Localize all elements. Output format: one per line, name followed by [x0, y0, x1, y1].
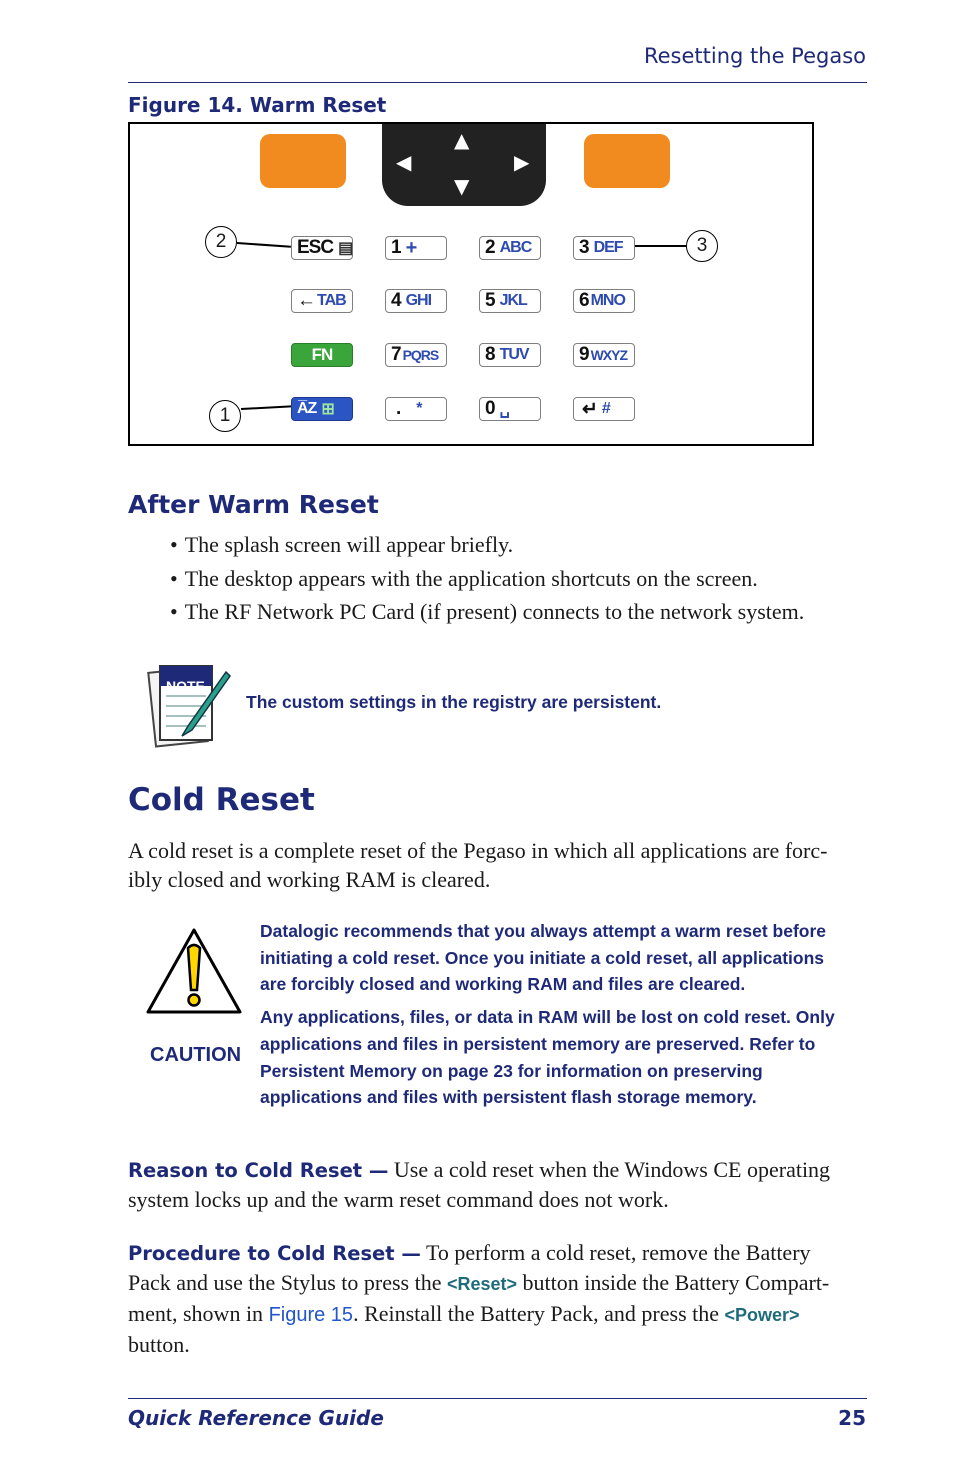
- key-dot: . *: [385, 397, 447, 421]
- key-6: 6 MNO: [573, 289, 635, 313]
- callout-3: 3: [686, 230, 718, 262]
- callout-3-leader: [635, 245, 686, 247]
- left-softkey: [260, 134, 346, 188]
- footer-rule: [128, 1398, 867, 1399]
- callout-2-leader: [237, 242, 291, 247]
- callout-1: 1: [209, 400, 241, 432]
- header-rule: [128, 82, 867, 83]
- caution-icon: [144, 926, 244, 1016]
- power-button-name: <Power>: [724, 1305, 800, 1325]
- right-softkey: [584, 134, 670, 188]
- alpha-key: A̅Z ⊞: [291, 397, 353, 421]
- arrow-right-icon: ▶: [514, 150, 530, 174]
- list-item: • The splash screen will appear briefly.: [170, 528, 804, 562]
- note-icon-label: NOTE: [166, 678, 205, 694]
- arrow-down-icon: ▼: [454, 174, 470, 198]
- caution-paragraph: Any applications, files, or data in RAM will be lost on cold reset. Only applications and files in persistent memory are preserved. Refer to Persistent Memory on page 23 for information on preserving applications and files with persistent flash storage memory.: [260, 1007, 835, 1108]
- caution-label: CAUTION: [150, 1044, 242, 1066]
- note-text: The custom settings in the registry are persistent.: [246, 692, 662, 712]
- caution-paragraph: Datalogic recommends that you always attempt a warm reset before initiating a cold reset. Once you initiate a cold reset, all applications are forcibly closed and working RAM and files are cleared.: [260, 921, 827, 995]
- callout-1-leader: [241, 405, 291, 409]
- esc-key: ESC ▤: [291, 236, 353, 260]
- reason-lead: Reason to Cold Reset —: [128, 1159, 389, 1182]
- key-4: 4 GHI: [385, 289, 447, 313]
- cold-reset-heading: Cold Reset: [128, 782, 315, 818]
- cold-reset-intro: A cold reset is a complete reset of the Pegaso in which all applications are forc- ibly closed and working RAM is cleared.: [128, 838, 828, 892]
- key-5: 5 JKL: [479, 289, 541, 313]
- nav-pad: [382, 124, 546, 206]
- note-icon: [144, 660, 232, 748]
- key-8: 8 TUV: [479, 343, 541, 367]
- after-warm-reset-heading: After Warm Reset: [128, 490, 379, 519]
- callout-2: 2: [205, 226, 237, 258]
- key-0: 0 ␣: [479, 397, 541, 421]
- key-7: 7 PQRS: [385, 343, 447, 367]
- reason-paragraph: Reason to Cold Reset — Use a cold reset when the Windows CE operating system locks up and the warm reset command does not work.: [128, 1157, 831, 1212]
- tab-key: ← TAB: [291, 289, 353, 313]
- arrow-left-icon: ◀: [396, 150, 412, 174]
- list-item: • The desktop appears with the application shortcuts on the screen.: [170, 562, 804, 596]
- footer-title: Quick Reference Guide: [128, 1406, 384, 1430]
- key-1: 1 +: [385, 236, 447, 260]
- running-header: Resetting the Pegaso: [643, 44, 866, 68]
- arrow-up-icon: ▲: [454, 128, 470, 152]
- list-item: • The RF Network PC Card (if present) connects to the network system.: [170, 595, 804, 629]
- page-number: 25: [838, 1406, 866, 1430]
- figure-caption: Figure 14. Warm Reset: [128, 93, 387, 117]
- after-warm-reset-list: [170, 528, 804, 629]
- keypad-figure: [128, 122, 814, 446]
- procedure-paragraph: Procedure to Cold Reset — To perform a cold reset, remove the Battery Pack and use the Stylus to press the <Reset> button inside the Battery Compart- ment, shown in Figure 15. Reinstall the Battery Pack, and press the <Power> button.: [128, 1240, 830, 1357]
- figure-15-link[interactable]: Figure 15: [268, 1304, 354, 1326]
- reset-button-name: <Reset>: [446, 1274, 518, 1294]
- key-3: 3 DEF: [573, 236, 635, 260]
- key-2: 2 ABC: [479, 236, 541, 260]
- procedure-lead: Procedure to Cold Reset —: [128, 1242, 421, 1265]
- fn-key: FN: [291, 343, 353, 367]
- enter-key: ↵ #: [573, 397, 635, 421]
- key-9: 9 WXYZ: [573, 343, 635, 367]
- caution-text: [260, 918, 840, 1117]
